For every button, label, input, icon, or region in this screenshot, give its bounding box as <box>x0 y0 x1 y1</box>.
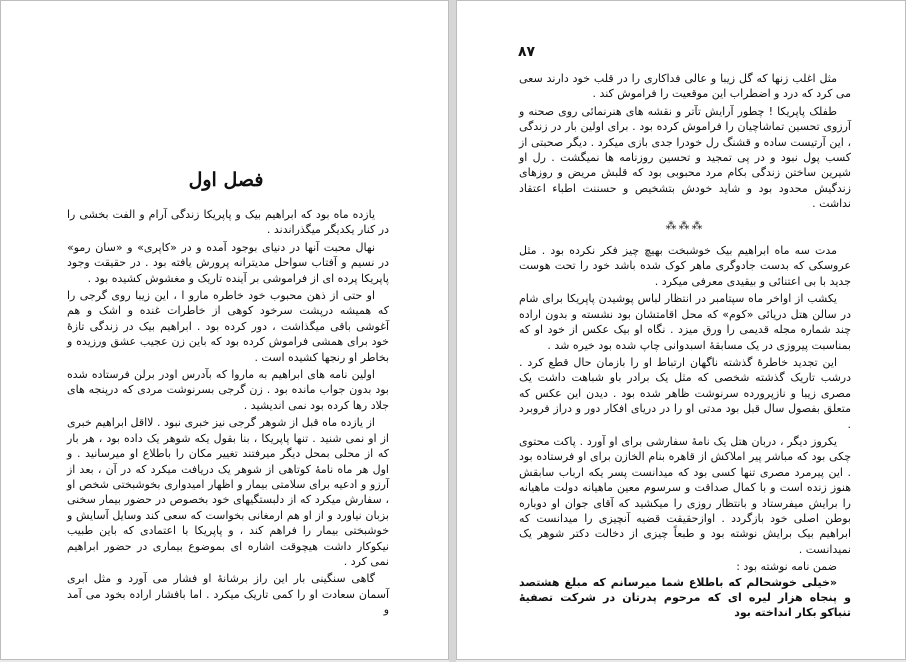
paragraph: از یازده ماه قبل از شوهر گرجی نیز خبری نبود . لااقل ابراهیم خبری از او نمی شنید . تنها پاپریکا ، بنا بقول یکه شوهر یک داده بود ، هر بار که از محلی بمحل دیگر میرفتند تغییر مکان را باطلاع او میرسانید . و اول هر ماه نامهٔ کوتاهی از شوهر یک دریافت میکرد که در آن ، بعد از آرزو و ادعیه برای سلامتی بیمار و اظهار امیدواری بخوشبختی شخص او ، سفارش میکرد که از دلبستگیهای خود بخصوص در حضور بیمار سخنی بزبان نیاورد و از او هم ارمغانی بخواست که سعی کند وسایل آسایش و خوشبختی بیمار را فراهم کند ، و پاپریکا با اعتمادی که باین طبیب نیکوکار داشت هیچوقت اشاره ای بموضوع بیماری در حضور ابراهیم نمی کرد . <box>67 416 389 568</box>
chapter-title: فصل اول <box>188 169 264 191</box>
left-page <box>0 0 449 660</box>
paragraph: این تجدید خاطرهٔ گذشته ناگهان ارتباط او را بازمان حال قطع کرد . درشب تاریک گذشته شخصی که مثل یک برادر باو شباهت داشت یک مصری زیبا و نازپرورده سرنوشت ظاهر شده بود . دیدن این عکس که متعلق بفصول سال قبل بود مدتی او را در دریای افکار دور و دراز فروبرد . <box>519 355 851 431</box>
paragraph: یازده ماه بود که ابراهیم بیک و پاپریکا زندگی آرام و الفت بخشی را در کنار یکدیگر میگذراندند . <box>67 208 389 237</box>
right-page <box>456 0 906 660</box>
paragraph: اولین نامه های ابراهیم به ماروا که بآدرس اودر برلن فرستاده شده بود بدون جواب مانده بود . زن گرجی بسرنوشت مردی که درپنجه های جلاد رها کرده بود نمی اندیشید . <box>67 368 389 412</box>
paragraph: مدت سه ماه ابراهیم بیک خوشبخت بهیچ چیز فکر نکرده بود . مثل عروسکی که بدست جادوگری ماهر کوک شده باشد خود را تحت هوست جدید با بی اعتنائی و بیقیدی معرفی میکرد . <box>519 244 851 288</box>
paragraph: «خیلی خوشحالم که باطلاع شما میرسانم که مبلغ هشتصد و پنجاه هزار لیره ای که مرحوم پدرتان در شرکت تصفیهٔ تنباکو بکار انداخته بود <box>519 575 851 620</box>
paragraph: یکروز دیگر ، دربان هتل یک نامهٔ سفارشی برای او آورد . پاکت محتوی چکی بود که مباشر پیر املاکش از قاهره بنام الخازن برای او فرستاده بود . این پیرمرد مصری تنها کسی بود که میدانست پسر یکه ارباب سابقش هنوز زنده است و با کمال صداقت و سرسوم معین ماهیانه دولت ماهیانه را برایش میفرستاد و بانتظار روزی را میکشید که آقای جوان او دوباره بوطن اصلی خود بازگردد . اوازحقیقت قضیه آنچیزی را میدانست که ابراهیم بیک برایش نوشته بود و طبعاً چیزی از دخالت دکتر شوهر یک نمیدانست . <box>519 434 851 556</box>
paragraph: یکشب از اواخر ماه سپتامبر در انتظار لباس پوشیدن پاپریکا برای شام در سالن هتل دریائی «کوم» که محل اقامتشان بود نشسته و بدون اراده چند شماره مجله قدیمی را ورق میزد . نگاه او بیک عکس از خود او که بمناسبت پیروزی در یک مسابقهٔ اسبدوانی چاپ شده بود خیره شد . <box>519 292 851 352</box>
paragraph: مثل اغلب زنها که گل زیبا و عالی فداکاری را در قلب خود دارند سعی می کرد که درد و اضطراب این موقعیت را فراموش کند . <box>519 72 851 101</box>
paragraph: طفلک پاپریکا ! چطور آرایش تآتر و نقشه های هنرنمائی روی صحنه و آرزوی تحسین تماشاچیان را فراموش کرده بود . برای اولین بار در زندگی ، این آرتیست ساده و قشنگ رل خودرا جدی بازی میکرد . دیگر صحبتی از کسب پول نبود و در پی تمجید و تحسین روزنامه ها نمیگشت . رل او شیرین ساختن زندگی بکام مرد محبوبی بود که قلبش مریض و روزهای زندگیش محدود بود و شاید خودش بتشخیص و حسننت اطباء اعتقاد نداشت . <box>519 104 851 211</box>
book-gutter <box>449 0 456 662</box>
paragraph: ضمن نامه نوشته بود : <box>736 560 837 574</box>
section-divider: ⁂⁂⁂ <box>665 218 705 232</box>
paragraph: گاهی سنگینی بار این راز برشانهٔ او فشار می آورد و مثل ابری آسمان سعادت او را کمی تاریک میکرد . اما بافشار اراده بخود می آمد و <box>67 572 389 617</box>
page-number: ۸۷ <box>518 44 536 60</box>
right-page-text <box>519 71 851 623</box>
paragraph: نهال محبت آنها در دنیای بوجود آمده و در «کاپری» و «سان رمو» در نسیم و آفتاب سواحل مدیترانه پرورش یافته بود . در حقیقت وجود پاپریکا پرده ای از فراموشی بر آینده تاریک و مغشوش کشیده بود . <box>67 240 389 285</box>
left-page-text <box>67 207 389 620</box>
paragraph: او حتی از ذهن محبوب خود خاطره مارو ا ، این زیبا روی گرجی را که همیشه درپشت سرخود کوهی از خاطرات غنده و اشک و هم آغوشی باقی میگذاشت ، دور کرده بود . ابراهیم بیک در زندگی تازهٔ خود برای همشی فراموش کرده بود که باین زن عجیب عشق ورزیده و بخاطر او رنجها کشیده است . <box>67 289 389 364</box>
